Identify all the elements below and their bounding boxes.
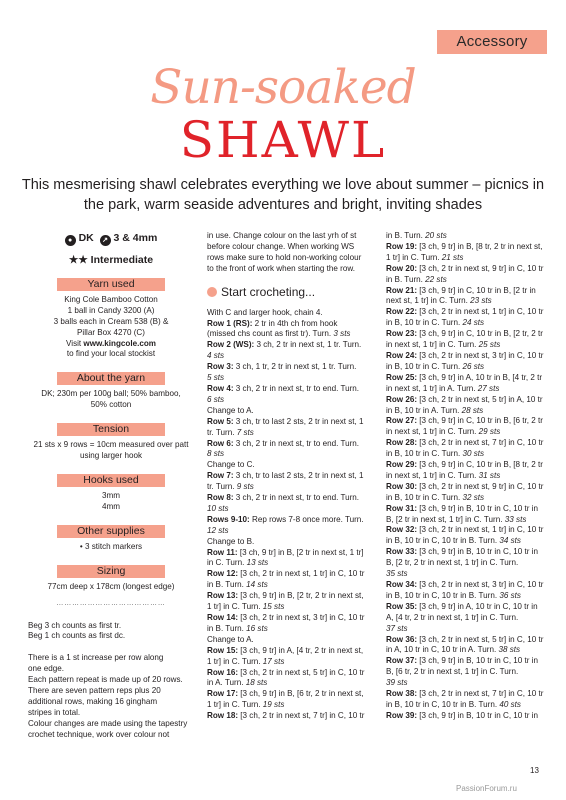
stitch-count: 36 sts — [499, 590, 521, 600]
row-instruction: 1 tr] in C. Turn. — [207, 602, 263, 612]
stitch-count: 23 sts — [470, 296, 492, 306]
stitch-count: 10 sts — [207, 503, 229, 513]
stitch-count: 13 sts — [246, 558, 269, 568]
note-line: There are seven pattern reps plus 20 — [28, 686, 161, 696]
row-instruction: [3 ch, 9 tr] in B, 10 tr in C, 10 tr in — [417, 503, 539, 513]
stitch-count: 22 sts — [425, 274, 447, 284]
hook-size: 4mm — [102, 501, 120, 511]
start-heading-text: Start crocheting... — [221, 284, 316, 299]
tension-text — [28, 440, 194, 462]
row-instruction: in C. Turn. — [207, 558, 247, 568]
pattern-line — [207, 449, 370, 460]
row-instruction: [3 ch, 2 tr in next st, 3 tr] in C, 10 tr — [417, 580, 544, 589]
row-instruction: B, [2 tr in next st, 1 tr] in C. Turn. — [386, 514, 505, 524]
pattern-line — [386, 329, 546, 340]
row-instruction: [3 ch, 2 tr in next st, 7 tr] in C, 10 tr — [417, 689, 544, 699]
stitch-count: 25 sts — [478, 340, 501, 350]
tension-line: 21 sts x 9 rows = 10cm measured over patt — [33, 440, 189, 450]
pattern-line — [386, 307, 546, 318]
pattern-line — [207, 384, 370, 395]
stitch-count: 17 sts — [262, 656, 285, 666]
pattern-line — [386, 569, 546, 580]
row-label: Row 36: — [386, 634, 418, 644]
pattern-line — [386, 667, 546, 678]
pattern-line — [386, 286, 546, 297]
stitch-count: 32 sts — [462, 492, 485, 502]
pattern-line — [207, 711, 370, 722]
row-instruction: next st, 1 tr] in C. Turn. — [386, 296, 471, 306]
pattern-line — [207, 373, 370, 384]
note-line: in use. Change colour on the last yrh of st — [207, 231, 357, 240]
watermark: PassionForum.ru — [456, 784, 517, 793]
pattern-line — [207, 439, 370, 450]
row-instruction: Change to C. — [207, 460, 255, 470]
note-line: Beg 3 ch counts as first tr. — [28, 620, 122, 630]
stitch-count: 5 sts — [207, 373, 225, 383]
row-instruction: [3 ch, 2 tr in next st, 5 tr] in C, 10 tr — [238, 667, 365, 677]
row-label: Row 4: — [207, 383, 234, 393]
pattern-line — [207, 417, 370, 428]
yarn-ball-icon: ● — [65, 235, 76, 246]
row-label: Row 16: — [207, 667, 239, 677]
row-instruction: 1 tr] in C. Turn. — [207, 700, 263, 710]
pattern-line — [386, 373, 546, 384]
row-label: Row 14: — [207, 613, 239, 622]
pattern-line — [386, 558, 546, 569]
row-instruction: in next st, 1 tr] in C. Turn. — [386, 470, 479, 480]
row-label: Row 18: — [207, 711, 239, 721]
row-label: Row 27: — [386, 416, 418, 426]
stitch-count: 24 sts — [462, 318, 485, 328]
row-instruction: [3 ch, 2 tr in next st, 9 tr] in C, 10 tr — [417, 263, 544, 273]
category-tag: Accessory — [437, 30, 547, 54]
row-label: Row 2 (WS): — [207, 340, 255, 350]
pattern-line — [207, 635, 370, 646]
stitch-count: 40 sts — [499, 699, 521, 709]
note-line: rows make sure to hold non-working colour — [207, 252, 362, 262]
tension-line: using larger hook — [79, 451, 143, 461]
row-label: Row 37: — [386, 656, 418, 666]
row-instruction: in B, 10 tr in C. Turn. — [386, 449, 463, 459]
intro-text: This mesmerising shawl celebrates everything we love about summer – picnics in the park, warm seaside adventures and bright, inviting shades — [21, 177, 545, 213]
info-column — [28, 231, 194, 741]
row-label: Row 26: — [386, 394, 418, 404]
row-label: Row 19: — [386, 241, 418, 251]
row-instruction: in B, 10 tr in C. Turn. — [386, 492, 463, 502]
pattern-line — [386, 645, 546, 656]
pattern-line — [207, 395, 370, 406]
page-number: 13 — [530, 766, 539, 775]
pattern-line — [207, 460, 370, 471]
row-instruction: 3 ch, 2 tr in next st, tr to end. Turn. — [233, 493, 360, 503]
row-instruction: in next st, 1 tr] in C. Turn. — [386, 427, 479, 437]
pattern-line — [207, 678, 370, 689]
pattern-line — [207, 493, 370, 504]
row-instruction: in B, 10 tr in C, 10 tr in B. Turn. — [386, 699, 500, 709]
hooks-heading: Hooks used — [57, 474, 165, 487]
pattern-rows — [386, 231, 546, 722]
pattern-line — [386, 253, 546, 264]
pattern-line — [386, 624, 546, 635]
row-instruction: Change to A. — [207, 405, 254, 415]
pattern-line — [386, 318, 546, 329]
pattern-line — [386, 602, 546, 613]
row-instruction: [3 ch, 9 tr] in C, 10 tr in B, [2 tr in — [417, 285, 536, 295]
pattern-line — [386, 689, 546, 700]
row-instruction: in B, 10 tr in A. Turn. — [386, 405, 462, 415]
row-instruction: [3 ch, 2 tr in next st, 9 tr] in C, 10 tr — [417, 481, 544, 491]
pattern-line — [386, 242, 546, 253]
row-instruction: in B, 10 tr in C, 10 tr in B. Turn. — [386, 536, 500, 546]
start-heading — [207, 285, 370, 299]
row-label: Row 21: — [386, 285, 418, 295]
pattern-line — [207, 428, 370, 439]
row-instruction: in B, 10 tr in C, 10 tr in B. Turn. — [386, 590, 500, 600]
row-label: Row 38: — [386, 689, 418, 699]
row-label: Rows 9-10: — [207, 514, 250, 524]
row-instruction: (missed chs count as first tr). Turn. — [207, 329, 334, 339]
supplies-heading: Other supplies — [57, 525, 165, 538]
pattern-line — [386, 275, 546, 286]
pattern-line — [207, 351, 370, 362]
note-line: Beg 1 ch counts as first dc. — [28, 631, 126, 641]
stitch-count: 16 sts — [246, 623, 268, 633]
row-instruction: 2 tr in 4th ch from hook — [252, 318, 338, 328]
pattern-line — [207, 668, 370, 679]
pattern-line — [386, 482, 546, 493]
row-label: Row 25: — [386, 372, 418, 382]
row-label: Row 22: — [386, 307, 418, 317]
row-instruction: in B, 10 tr in C. Turn. — [386, 361, 463, 371]
stitch-count: 35 sts — [386, 569, 408, 579]
row-instruction: [3 ch, 2 tr in next st, 1 tr] in C, 10 tr — [238, 569, 365, 579]
yarn-line: 1 ball in Candy 3200 (A) — [67, 305, 155, 315]
row-label: Row 11: — [207, 547, 238, 557]
row-instruction: in B. Turn. — [386, 231, 426, 240]
pattern-line — [386, 460, 546, 471]
sizing-text: 77cm deep x 178cm (longest edge) — [47, 581, 175, 591]
stitch-count: 30 sts — [462, 449, 485, 459]
row-instruction: A, [4 tr, 2 tr in next st, 1 tr] in C. Turn. — [386, 612, 519, 622]
stockist-line: to find your local stockist — [66, 349, 156, 359]
row-instruction: 3 ch, tr to last 2 sts, 2 tr in next st, 1 — [233, 471, 364, 481]
row-instruction: 1 tr] in C. Turn. — [207, 656, 263, 666]
stitch-count: 38 sts — [498, 645, 521, 655]
pattern-line — [386, 493, 546, 504]
pattern-line — [207, 482, 370, 493]
visit-line — [28, 339, 194, 350]
row-label: Row 33: — [386, 547, 418, 557]
row-instruction: in next st, 1 tr] in A. Turn. — [386, 383, 478, 393]
pattern-line — [386, 635, 546, 646]
row-label: Row 20: — [386, 263, 418, 273]
row-instruction: tr. Turn. — [207, 482, 237, 492]
row-instruction: 3 ch, 2 tr in next st, tr to end. Turn. — [233, 383, 360, 393]
pattern-line — [207, 646, 370, 657]
skill-level: ★★ Intermediate — [68, 254, 154, 266]
row-label: Row 29: — [386, 460, 418, 470]
row-instruction: in B. Turn. — [207, 623, 247, 633]
row-label: Row 35: — [386, 601, 418, 611]
about-yarn-heading: About the yarn — [57, 372, 165, 385]
stitch-count: 19 sts — [262, 700, 285, 710]
row-instruction: 3 ch, 2 tr in next st, 1 tr. Turn. — [254, 340, 362, 350]
pattern-line — [207, 406, 370, 417]
row-label: Row 24: — [386, 350, 418, 360]
pattern-line — [386, 264, 546, 275]
row-instruction: [3 ch, 2 tr in next st, 3 tr] in C, 10 tr — [417, 350, 544, 360]
stitch-count: 3 sts — [333, 329, 351, 339]
stitch-count: 7 sts — [236, 427, 254, 437]
row-instruction: Change to B. — [207, 536, 255, 546]
row-instruction: [3 ch, 2 tr in next st, 7 tr] in C, 10 tr — [238, 711, 365, 721]
yarn-line: Pillar Box 4270 (C) — [77, 327, 145, 337]
row-instruction: [3 ch, 9 tr] in B, 10 tr in C, 10 tr in — [417, 710, 539, 720]
row-instruction: Rep rows 7-8 once more. Turn. — [249, 514, 364, 524]
pattern-line — [386, 351, 546, 362]
pattern-line — [207, 329, 370, 340]
row-instruction: [3 ch, 9 tr] in B, 10 tr in C, 10 tr in — [417, 547, 539, 557]
row-instruction: in A. Turn. — [207, 678, 246, 688]
row-instruction: [3 ch, 9 tr] in C, 10 tr in B, [6 tr, 2 tr — [417, 416, 543, 426]
website-link[interactable]: www.kingcole.com — [83, 338, 156, 348]
row-instruction: in A, 10 tr in C, 10 tr in A. Turn. — [386, 645, 499, 655]
pattern-line — [386, 296, 546, 307]
pattern-line — [386, 395, 546, 406]
row-instruction: [3 ch, 2 tr in next st, 1 tr] in C, 10 tr — [417, 307, 544, 317]
title-script: Sun-soaked — [150, 60, 416, 115]
pattern-line — [207, 504, 370, 515]
row-label: Row 7: — [207, 471, 234, 481]
supplies-text: • 3 stitch markers — [79, 541, 143, 551]
row-instruction: [3 ch, 9 tr] in A, 10 tr in C, 10 tr in — [417, 601, 538, 611]
pattern-line — [386, 515, 546, 526]
row-label: Row 13: — [207, 591, 239, 601]
pattern-line — [386, 536, 546, 547]
about-line: 50% cotton — [90, 400, 132, 410]
row-instruction: in B. Turn. — [207, 580, 247, 590]
stitch-count: 29 sts — [478, 427, 501, 437]
note-line: to the front of work when starting the row. — [207, 263, 356, 273]
row-label: Row 5: — [207, 416, 234, 426]
pattern-line — [207, 471, 370, 482]
stitch-count: 14 sts — [246, 580, 268, 590]
pattern-line — [207, 319, 370, 330]
row-instruction: 1 tr] in C. Turn. — [386, 252, 442, 262]
stitch-count: 28 sts — [461, 405, 484, 415]
pattern-line — [207, 591, 370, 602]
yarn-line: King Cole Bamboo Cotton — [64, 294, 158, 304]
row-label: Row 39: — [386, 710, 418, 720]
row-instruction: [3 ch, 9 tr] in B, [8 tr, 2 tr in next st, — [417, 241, 543, 251]
sizing-heading: Sizing — [57, 565, 165, 578]
note-line: crochet technique, work over colour not — [28, 729, 170, 739]
row-label: Row 8: — [207, 493, 234, 503]
row-label: Row 1 (RS): — [207, 318, 253, 328]
row-instruction: [3 ch, 9 tr] in C, 10 tr in B, [8 tr, 2 tr — [417, 460, 543, 470]
pattern-line — [207, 569, 370, 580]
row-instruction: [3 ch, 2 tr in next st, 7 tr] in C, 10 tr — [417, 438, 544, 448]
row-instruction: [3 ch, 9 tr] in A, 10 tr in B, [4 tr, 2 tr — [417, 372, 543, 382]
pattern-line — [207, 689, 370, 700]
pattern-column-1 — [207, 231, 370, 722]
row-instruction: B, [6 tr, 2 tr in next st, 1 tr] in C. Turn. — [386, 667, 519, 677]
note-line: There is a 1 st increase per row along — [28, 653, 164, 663]
circle-bullet-icon — [207, 287, 217, 297]
yarn-weight: DK — [78, 232, 94, 244]
row-instruction: [3 ch, 2 tr in next st, 1 tr] in C, 10 tr — [417, 525, 544, 535]
stitch-count: 20 sts — [425, 231, 447, 240]
stitch-count: 27 sts — [477, 383, 500, 393]
pattern-line — [386, 362, 546, 373]
title-main: SHAWL — [179, 111, 387, 169]
row-label: Row 32: — [386, 525, 418, 535]
yarn-line: 3 balls each in Cream 538 (B) & — [53, 316, 169, 326]
pattern-line — [386, 231, 546, 242]
stitch-count: 15 sts — [262, 602, 285, 612]
pattern-line — [386, 340, 546, 351]
row-instruction: tr. Turn. — [207, 427, 237, 437]
dotted-divider: …………………………………… — [56, 599, 166, 607]
colour-note — [207, 231, 370, 275]
row-label: Row 28: — [386, 438, 418, 448]
row-instruction: With C and larger hook, chain 4. — [207, 307, 323, 317]
row-instruction: 3 ch, 1 tr, 2 tr in next st, 1 tr. Turn. — [233, 362, 357, 372]
pattern-line — [207, 613, 370, 624]
hook-icon: ↗ — [100, 235, 111, 246]
row-instruction: 3 ch, 2 tr in next st, tr to end. Turn. — [233, 438, 360, 448]
row-instruction: [3 ch, 9 tr] in A, [4 tr, 2 tr in next st, — [238, 645, 364, 655]
pattern-line — [207, 515, 370, 526]
stitch-count: 37 sts — [386, 623, 408, 633]
stitch-count: 18 sts — [245, 678, 268, 688]
pattern-line — [386, 504, 546, 515]
pattern-line — [386, 406, 546, 417]
pattern-line — [207, 657, 370, 668]
row-instruction: [3 ch, 2 tr in next st, 5 tr] in C, 10 tr — [417, 634, 544, 644]
row-label: Row 15: — [207, 645, 239, 655]
pattern-line — [207, 558, 370, 569]
hook-sizes: 3 & 4mm — [113, 232, 158, 244]
pattern-line — [207, 537, 370, 548]
yarn-used-text — [28, 295, 194, 360]
tension-heading: Tension — [57, 423, 165, 436]
about-yarn-text — [28, 389, 194, 411]
row-instruction: 3 ch, tr to last 2 sts, 2 tr in next st, 1 — [233, 416, 364, 426]
pattern-line — [207, 700, 370, 711]
row-instruction: [3 ch, 9 tr] in B, [6 tr, 2 tr in next st, — [238, 689, 364, 699]
row-instruction: [3 ch, 2 tr in next st, 5 tr] in A, 10 tr — [417, 394, 543, 404]
pattern-line — [386, 547, 546, 558]
stitch-count: 9 sts — [236, 482, 254, 492]
stitch-count: 33 sts — [504, 514, 527, 524]
row-label: Row 31: — [386, 503, 418, 513]
pattern-line — [207, 362, 370, 373]
note-line: one edge. — [28, 664, 65, 674]
weight-and-hook — [28, 231, 194, 246]
pattern-line — [386, 613, 546, 624]
row-label: Row 23: — [386, 329, 418, 339]
row-label: Row 3: — [207, 362, 234, 372]
row-instruction: Change to A. — [207, 634, 254, 644]
pattern-line — [386, 700, 546, 711]
visit-prefix: Visit — [66, 338, 84, 348]
pattern-line — [386, 438, 546, 449]
note-line: stripes in total. — [28, 707, 81, 717]
pattern-line — [386, 427, 546, 438]
note-line: Each pattern repeat is made up of 20 rows. — [28, 675, 183, 685]
stitch-count: 31 sts — [478, 470, 501, 480]
row-instruction: [3 ch, 2 tr in next st, 3 tr] in C, 10 tr — [238, 613, 365, 622]
row-instruction: in B, 10 tr in C. Turn. — [386, 318, 463, 328]
row-label: Row 34: — [386, 580, 418, 589]
stitch-count: 12 sts — [207, 525, 229, 535]
pattern-line — [207, 602, 370, 613]
row-instruction: B, [2 tr, 2 tr in next st, 1 tr] in C. Turn. — [386, 558, 519, 568]
yarn-used-heading: Yarn used — [57, 278, 165, 291]
pattern-line — [207, 526, 370, 537]
pattern-line — [386, 580, 546, 591]
row-instruction: [3 ch, 9 tr] in C, 10 tr in B, [2 tr, 2 tr — [417, 329, 543, 339]
pattern-line — [207, 580, 370, 591]
notes-block-1 — [28, 621, 194, 643]
stitch-count: 8 sts — [207, 449, 225, 459]
pattern-line — [386, 384, 546, 395]
stitch-count: 39 sts — [386, 678, 408, 688]
row-label: Row 12: — [207, 569, 239, 579]
pattern-line — [386, 525, 546, 536]
row-label: Row 17: — [207, 689, 239, 699]
hooks-text — [28, 491, 194, 513]
stitch-count: 4 sts — [207, 351, 225, 361]
row-instruction: [3 ch, 9 tr] in B, [2 tr in next st, 1 tr] — [237, 547, 364, 557]
pattern-column-2 — [386, 231, 546, 722]
pattern-line — [386, 591, 546, 602]
note-line: before colour change. When working WS — [207, 241, 355, 251]
stitch-count: 26 sts — [462, 361, 485, 371]
pattern-line — [386, 711, 546, 722]
about-line: DK; 230m per 100g ball; 50% bamboo, — [41, 389, 181, 399]
row-instruction: [3 ch, 9 tr] in B, 10 tr in C, 10 tr in — [417, 656, 539, 666]
row-label: Row 30: — [386, 481, 418, 491]
stitch-count: 34 sts — [499, 536, 521, 546]
note-line: additional rows, making 16 gingham — [28, 696, 158, 706]
row-instruction: in B. Turn. — [386, 274, 426, 284]
pattern-line — [386, 471, 546, 482]
row-instruction: in next st, 1 tr] in C. Turn. — [386, 340, 479, 350]
hook-size: 3mm — [102, 490, 120, 500]
pattern-line — [386, 416, 546, 427]
pattern-rows — [207, 308, 370, 722]
pattern-line — [386, 656, 546, 667]
pattern-line — [207, 308, 370, 319]
pattern-line — [386, 678, 546, 689]
pattern-line — [386, 449, 546, 460]
stitch-count: 21 sts — [441, 252, 464, 262]
pattern-line — [207, 624, 370, 635]
stitch-count: 6 sts — [207, 394, 225, 404]
row-label: Row 6: — [207, 438, 234, 448]
row-instruction: [3 ch, 9 tr] in B, [2 tr, 2 tr in next st, — [238, 591, 364, 601]
pattern-line — [207, 548, 370, 559]
pattern-line — [207, 340, 370, 351]
note-line: Colour changes are made using the tapestry — [28, 718, 188, 728]
notes-block-2 — [28, 653, 194, 740]
